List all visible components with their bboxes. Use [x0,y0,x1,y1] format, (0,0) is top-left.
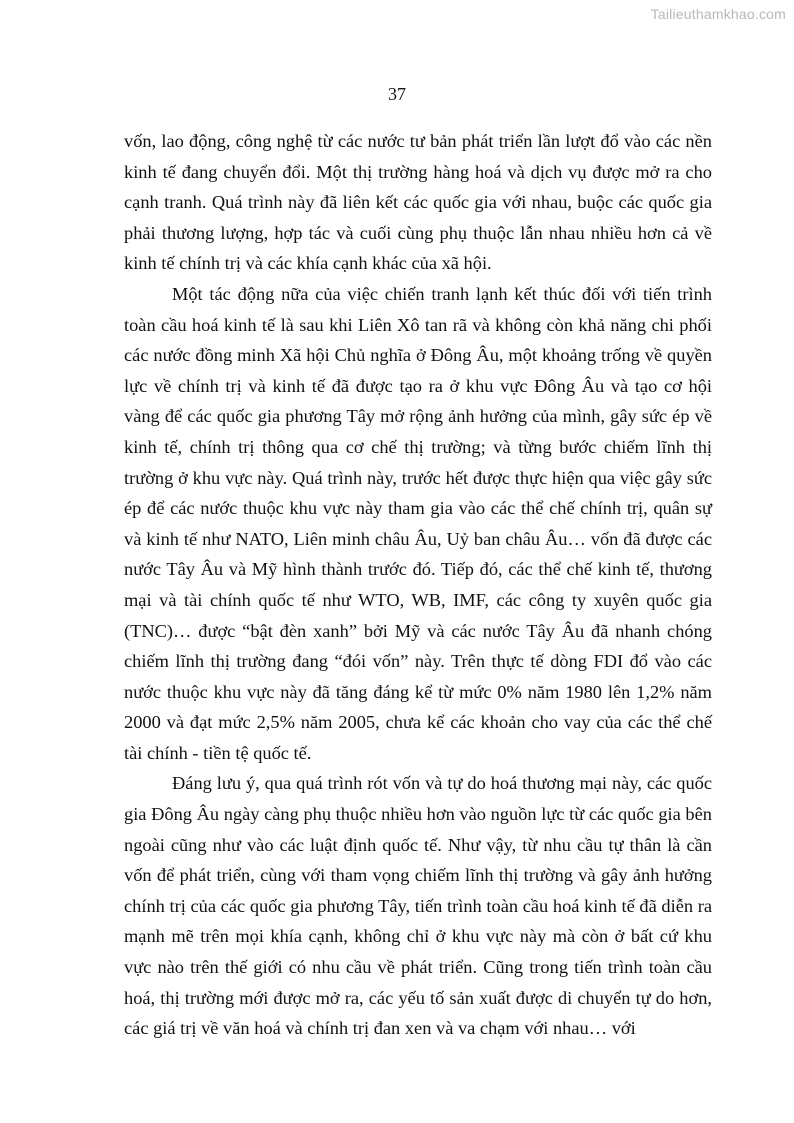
paragraph-3: Đáng lưu ý, qua quá trình rót vốn và tự do hoá thương mại này, các quốc gia Đông Âu ngày càng phụ thuộc nhiều hơn vào nguồn lực từ các quốc gia bên ngoài cũng như vào các luật định quốc tế. Như vậy, từ nhu cầu tự thân là cần vốn để phát triển, cùng với tham vọng chiếm lĩnh thị trường và gây ảnh hưởng chính trị của các quốc gia phương Tây, tiến trình toàn cầu hoá kinh tế đã diễn ra mạnh mẽ trên mọi khía cạnh, không chỉ ở khu vực này mà còn ở bất cứ khu vực nào trên thế giới có nhu cầu về phát triển. Cũng trong tiến trình toàn cầu hoá, thị trường mới được mở ra, các yếu tố sản xuất được di chuyển tự do hơn, các giá trị về văn hoá và chính trị đan xen và va chạm với nhau… với [124,773,712,1039]
paragraph-2: Một tác động nữa của việc chiến tranh lạnh kết thúc đối với tiến trình toàn cầu hoá kinh tế là sau khi Liên Xô tan rã và không còn khả năng chi phối các nước đồng minh Xã hội Chủ nghĩa ở Đông Âu, một khoảng trống về quyền lực về chính trị và kinh tế đã được tạo ra ở khu vực Đông Âu và tạo cơ hội vàng để các quốc gia phương Tây mở rộng ảnh hưởng của mình, gây sức ép về kinh tế, chính trị thông qua cơ chế thị trường; và từng bước chiếm lĩnh thị trường ở khu vực này. Quá trình này, trước hết được thực hiện qua việc gây sức ép để các nước thuộc khu vực này tham gia vào các thể chế chính trị, quân sự và kinh tế như NATO, Liên minh châu Âu, Uỷ ban châu Âu… vốn đã được các nước Tây Âu và Mỹ hình thành trước đó. Tiếp đó, các thể chế kinh tế, thương mại và tài chính quốc tế như WTO, WB, IMF, các công ty xuyên quốc gia (TNC)… được “bật đèn xanh” bởi Mỹ và các nước Tây Âu đã nhanh chóng chiếm lĩnh thị trường đang “đói vốn” này. Trên thực tế dòng FDI đổ vào các nước thuộc khu vực này đã tăng đáng kể từ mức 0% năm 1980 lên 1,2% năm 2000 và đạt mức 2,5% năm 2005, chưa kể các khoản cho vay của các thể chế tài chính - tiền tệ quốc tế. [124,283,712,763]
watermark-text: Tailieuthamkhao.com [650,6,786,22]
document-body [124,126,712,1044]
page-number: 37 [388,84,406,104]
paragraph-1: vốn, lao động, công nghệ từ các nước tư bản phát triển lần lượt đổ vào các nền kinh tế đang chuyển đổi. Một thị trường hàng hoá và dịch vụ được mở ra cho cạnh tranh. Quá trình này đã liên kết các quốc gia với nhau, buộc các quốc gia phải thương lượng, hợp tác và cuối cùng phụ thuộc lẫn nhau nhiều hơn cả về kinh tế chính trị và các khía cạnh khác của xã hội. [124,131,712,274]
